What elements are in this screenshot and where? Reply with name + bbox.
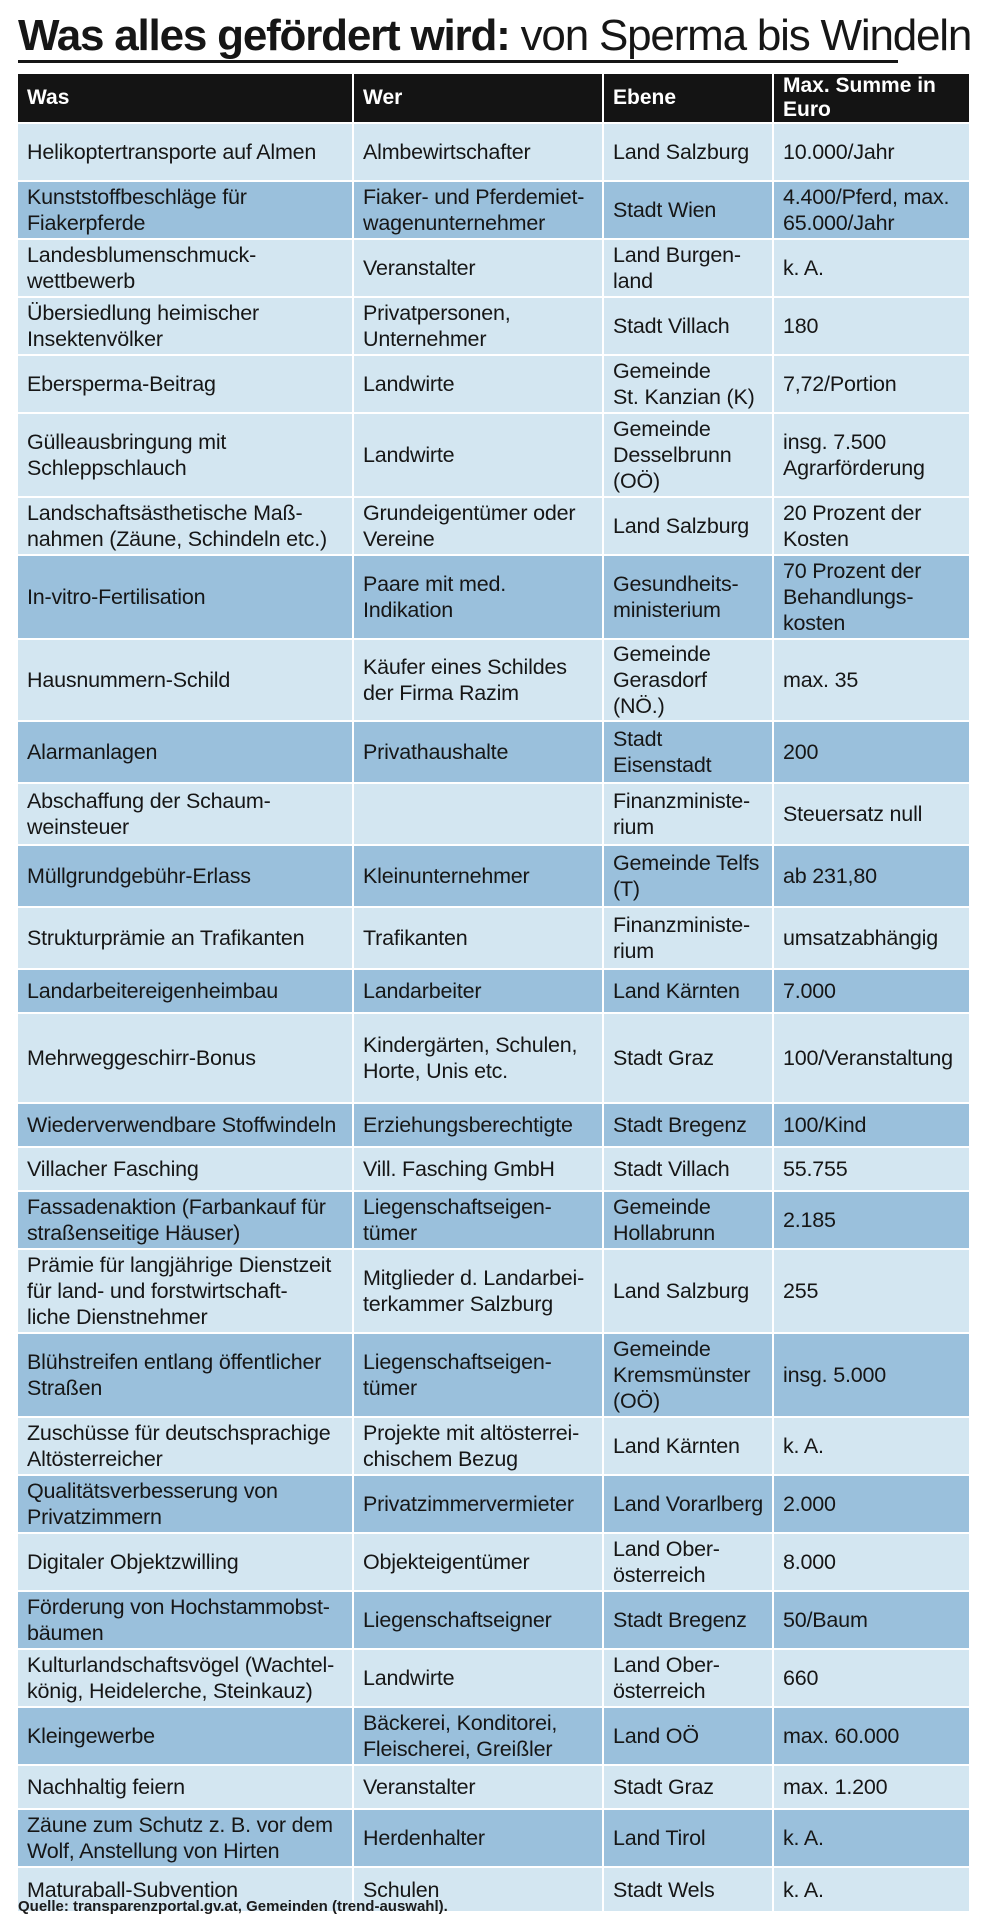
cell-wer: Kleinunternehmer (353, 845, 603, 907)
table-row (18, 355, 969, 413)
cell-ebene: Land Salzburg (603, 1249, 773, 1333)
table-row (18, 1417, 969, 1475)
cell-was: Kulturlandschaftsvögel (Wachtel- könig, Heidelerche, Steinkauz) (18, 1649, 353, 1707)
cell-was: Qualitätsverbesserung von Privatzimmern (18, 1475, 353, 1533)
table-row (18, 1013, 969, 1103)
cell-summe: 2.185 (773, 1191, 969, 1249)
cell-summe: 50/Baum (773, 1591, 969, 1649)
cell-ebene: Land OÖ (603, 1707, 773, 1765)
cell-was: Strukturprämie an Trafikanten (18, 907, 353, 969)
cell-was: Förderung von Hochstammobst- bäumen (18, 1591, 353, 1649)
table-row (18, 1475, 969, 1533)
title-underline (18, 60, 898, 63)
cell-summe: Steuersatz null (773, 783, 969, 845)
cell-summe: k. A. (773, 1809, 969, 1867)
table-row (18, 497, 969, 555)
cell-ebene: Gemeinde Telfs (T) (603, 845, 773, 907)
cell-summe: 4.400/Pferd, max. 65.000/Jahr (773, 181, 969, 239)
cell-ebene: Stadt Bregenz (603, 1103, 773, 1147)
cell-ebene: Stadt Villach (603, 1147, 773, 1191)
cell-wer: Fiaker- und Pferdemiet- wagenunternehmer (353, 181, 603, 239)
cell-summe: 20 Prozent der Kosten (773, 497, 969, 555)
cell-ebene: Land Tirol (603, 1809, 773, 1867)
cell-ebene: Land Kärnten (603, 1417, 773, 1475)
title-regular-part: von Sperma bis Windeln (509, 11, 972, 60)
header-max-summe: Max. Summe in Euro (773, 74, 969, 123)
cell-wer: Grundeigentümer oder Vereine (353, 497, 603, 555)
cell-ebene: Stadt Wien (603, 181, 773, 239)
cell-ebene: Land Burgen- land (603, 239, 773, 297)
cell-summe: k. A. (773, 1417, 969, 1475)
cell-wer: Vill. Fasching GmbH (353, 1147, 603, 1191)
cell-summe: 2.000 (773, 1475, 969, 1533)
cell-was: Digitaler Objektzwilling (18, 1533, 353, 1591)
cell-wer: Liegenschaftseigen- tümer (353, 1333, 603, 1417)
table-row (18, 1649, 969, 1707)
cell-wer: Liegenschaftseigen- tümer (353, 1191, 603, 1249)
source-note: Quelle: transparenzportal.gv.at, Gemeinden (trend-auswahl). (18, 1898, 448, 1915)
table-row (18, 845, 969, 907)
cell-was: Wiederverwendbare Stoffwindeln (18, 1103, 353, 1147)
page-title (18, 10, 972, 62)
table-row (18, 1333, 969, 1417)
cell-wer: Landarbeiter (353, 969, 603, 1013)
cell-wer: Herdenhalter (353, 1809, 603, 1867)
cell-wer: Objekteigentümer (353, 1533, 603, 1591)
cell-ebene: Land Salzburg (603, 123, 773, 181)
cell-ebene: Land Salzburg (603, 497, 773, 555)
cell-was: Müllgrundgebühr-Erlass (18, 845, 353, 907)
cell-ebene: Land Vorarlberg (603, 1475, 773, 1533)
cell-ebene: Finanzministe- rium (603, 907, 773, 969)
cell-wer: Veranstalter (353, 1765, 603, 1809)
table-row (18, 413, 969, 497)
cell-summe: insg. 5.000 (773, 1333, 969, 1417)
cell-wer: Mitglieder d. Landarbei- terkammer Salzburg (353, 1249, 603, 1333)
cell-was: Mehrweggeschirr-Bonus (18, 1013, 353, 1103)
cell-wer: Schulen (353, 1867, 603, 1911)
cell-was: Maturaball-Subvention (18, 1867, 353, 1911)
table-row (18, 1147, 969, 1191)
cell-was: Landesblumenschmuck- wettbewerb (18, 239, 353, 297)
cell-was: Landschaftsästhetische Maß- nahmen (Zäune, Schindeln etc.) (18, 497, 353, 555)
table-row (18, 783, 969, 845)
cell-was: Zäune zum Schutz z. B. vor dem Wolf, Anstellung von Hirten (18, 1809, 353, 1867)
cell-was: Abschaffung der Schaum- weinsteuer (18, 783, 353, 845)
cell-summe: umsatzabhängig (773, 907, 969, 969)
cell-summe: max. 60.000 (773, 1707, 969, 1765)
cell-ebene: Gemeinde Kremsmünster (OÖ) (603, 1333, 773, 1417)
table-row (18, 639, 969, 721)
table-row (18, 555, 969, 639)
cell-summe: 180 (773, 297, 969, 355)
cell-wer: Privatzimmervermieter (353, 1475, 603, 1533)
cell-wer: Liegenschaftseigner (353, 1591, 603, 1649)
cell-summe: 200 (773, 721, 969, 783)
cell-ebene: Gemeinde Desselbrunn (OÖ) (603, 413, 773, 497)
cell-wer: Erziehungsberechtigte (353, 1103, 603, 1147)
cell-summe: 10.000/Jahr (773, 123, 969, 181)
table-row (18, 1765, 969, 1809)
cell-ebene: Gemeinde Gerasdorf (NÖ.) (603, 639, 773, 721)
cell-was: Nachhaltig feiern (18, 1765, 353, 1809)
table-header-row (18, 74, 969, 123)
cell-was: Übersiedlung heimischer Insektenvölker (18, 297, 353, 355)
table-row (18, 1809, 969, 1867)
cell-was: Kunststoffbeschläge für Fiakerpferde (18, 181, 353, 239)
cell-wer: Bäckerei, Konditorei, Fleischerei, Greißler (353, 1707, 603, 1765)
cell-wer: Projekte mit altösterrei- chischem Bezug (353, 1417, 603, 1475)
cell-ebene: Gemeinde Hollabrunn (603, 1191, 773, 1249)
cell-ebene: Stadt Eisenstadt (603, 721, 773, 783)
cell-summe: k. A. (773, 239, 969, 297)
table-row (18, 1533, 969, 1591)
table-row (18, 1707, 969, 1765)
cell-summe: 70 Prozent der Behandlungs- kosten (773, 555, 969, 639)
cell-wer: Almbewirtschafter (353, 123, 603, 181)
title-bold-part: Was alles gefördert wird: (18, 11, 510, 60)
cell-summe: 7,72/Portion (773, 355, 969, 413)
cell-was: Fassadenaktion (Farbankauf für straßenseitige Häuser) (18, 1191, 353, 1249)
cell-summe: 100/Veranstaltung (773, 1013, 969, 1103)
cell-summe: 660 (773, 1649, 969, 1707)
cell-summe: 255 (773, 1249, 969, 1333)
table-row (18, 239, 969, 297)
cell-was: Ebersperma-Beitrag (18, 355, 353, 413)
cell-ebene: Stadt Graz (603, 1765, 773, 1809)
cell-wer: Landwirte (353, 1649, 603, 1707)
cell-wer: Trafikanten (353, 907, 603, 969)
funding-table (18, 74, 969, 1911)
cell-was: Gülleausbringung mit Schleppschlauch (18, 413, 353, 497)
cell-was: Zuschüsse für deutschsprachige Altösterreicher (18, 1417, 353, 1475)
cell-wer: Landwirte (353, 413, 603, 497)
cell-was: Helikoptertransporte auf Almen (18, 123, 353, 181)
cell-wer: Landwirte (353, 355, 603, 413)
cell-ebene: Finanzministe- rium (603, 783, 773, 845)
cell-wer: Veranstalter (353, 239, 603, 297)
cell-wer: Kindergärten, Schulen, Horte, Unis etc. (353, 1013, 603, 1103)
cell-ebene: Land Ober- österreich (603, 1533, 773, 1591)
cell-summe: max. 35 (773, 639, 969, 721)
cell-ebene: Stadt Bregenz (603, 1591, 773, 1649)
cell-wer: Paare mit med. Indikation (353, 555, 603, 639)
cell-was: Prämie für langjährige Dienstzeit für land- und forstwirtschaft- liche Dienstnehmer (18, 1249, 353, 1333)
table-row (18, 181, 969, 239)
cell-summe: 55.755 (773, 1147, 969, 1191)
cell-was: In-vitro-Fertilisation (18, 555, 353, 639)
cell-was: Villacher Fasching (18, 1147, 353, 1191)
cell-ebene: Gemeinde St. Kanzian (K) (603, 355, 773, 413)
cell-wer: Privathaushalte (353, 721, 603, 783)
table-row (18, 1103, 969, 1147)
cell-ebene: Land Kärnten (603, 969, 773, 1013)
cell-was: Blühstreifen entlang öffentlicher Straßen (18, 1333, 353, 1417)
cell-wer: Privatpersonen, Unternehmer (353, 297, 603, 355)
cell-wer: Käufer eines Schildes der Firma Razim (353, 639, 603, 721)
table-row (18, 969, 969, 1013)
cell-summe: k. A. (773, 1867, 969, 1911)
cell-ebene: Gesundheits- ministerium (603, 555, 773, 639)
table-row (18, 297, 969, 355)
table-row (18, 721, 969, 783)
cell-ebene: Stadt Graz (603, 1013, 773, 1103)
cell-was: Alarmanlagen (18, 721, 353, 783)
table-row (18, 123, 969, 181)
table-row (18, 1591, 969, 1649)
cell-summe: max. 1.200 (773, 1765, 969, 1809)
table-row (18, 907, 969, 969)
cell-summe: 8.000 (773, 1533, 969, 1591)
cell-summe: insg. 7.500 Agrarförderung (773, 413, 969, 497)
cell-was: Kleingewerbe (18, 1707, 353, 1765)
cell-was: Hausnummern-Schild (18, 639, 353, 721)
cell-was: Landarbeitereigenheimbau (18, 969, 353, 1013)
cell-summe: 100/Kind (773, 1103, 969, 1147)
table-body (18, 123, 969, 1911)
header-wer: Wer (353, 74, 603, 123)
table-row (18, 1191, 969, 1249)
cell-ebene: Land Ober- österreich (603, 1649, 773, 1707)
header-was: Was (18, 74, 353, 123)
header-ebene: Ebene (603, 74, 773, 123)
cell-ebene: Stadt Villach (603, 297, 773, 355)
cell-wer (353, 783, 603, 845)
cell-ebene: Stadt Wels (603, 1867, 773, 1911)
cell-summe: ab 231,80 (773, 845, 969, 907)
table-row (18, 1249, 969, 1333)
cell-summe: 7.000 (773, 969, 969, 1013)
